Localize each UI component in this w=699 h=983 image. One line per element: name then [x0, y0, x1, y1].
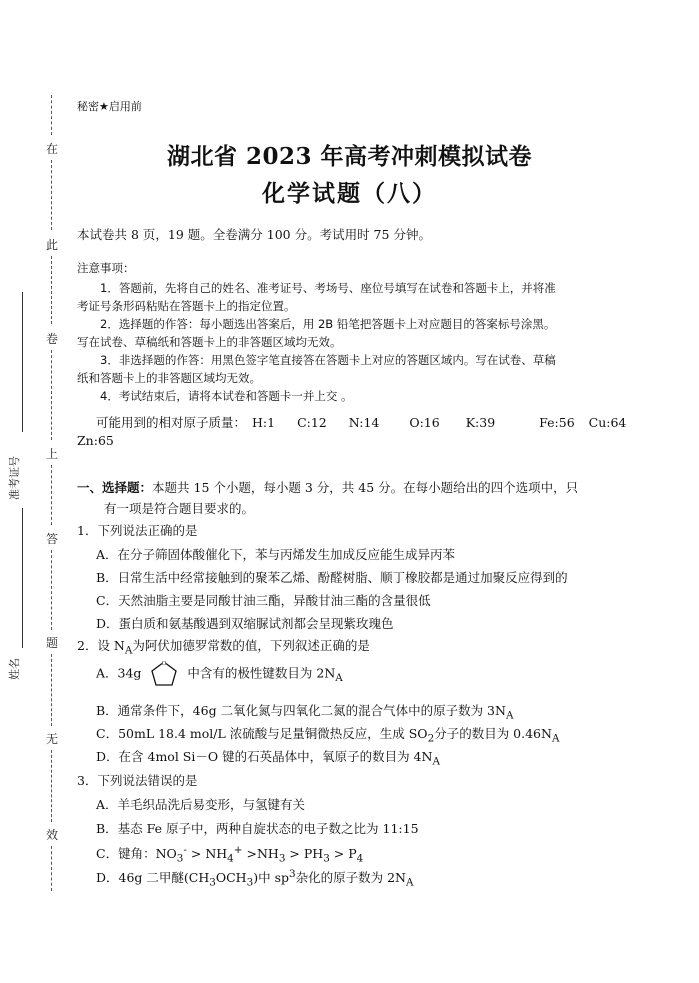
atomic-mass-n: N:14 — [348, 415, 380, 430]
atomic-mass-zn: Zn:65 — [77, 433, 114, 448]
q2-stem: 2．设 $N_A$为阿伏加德罗常数的值，下列叙述正确的是 — [77, 638, 370, 657]
margin-char-ti: 题 — [45, 636, 58, 650]
q3-option-d: D．46g 二甲醚$(CH_3OCH_3)$中 $sp^3$杂化的原子数为 $2N_A$ — [96, 868, 414, 889]
cut-line — [51, 750, 52, 822]
q3-option-a: A．羊毛织品洗后易变形，与氢键有关 — [96, 797, 306, 812]
tetrahydrofuran-structure-icon — [147, 659, 181, 689]
atomic-mass-cu: Cu:64 — [588, 415, 627, 430]
q2-option-b: B．通常条件下，46g 二氧化氮与四氧化二氮的混合气体中的原子数为 $3N_A$ — [96, 703, 514, 722]
q2-option-d: D．在含 4mol Si－O 键的石英晶体中，氧原子的数目为 $4N_A$ — [96, 749, 440, 768]
q1-option-d: D．蛋白质和氨基酸遇到双缩脲试剂都会呈现紫玫瑰色 — [96, 616, 394, 631]
atomic-mass-label: 可能用到的相对原子质量： — [96, 415, 247, 430]
margin-char-da: 答 — [45, 532, 58, 546]
note-4: 4．考试结束后，请将本试卷和答题卡一并上交 。 — [100, 389, 353, 403]
cut-line — [51, 350, 52, 440]
q3-option-c: C．键角：$NO_3^- > NH_4^+ >NH_3 > PH_3 > P_4$ — [96, 844, 364, 865]
cut-line — [51, 465, 52, 525]
cut-line — [51, 550, 52, 630]
section-1-title: 一、选择题： — [77, 480, 153, 495]
q1-stem: 1．下列说法正确的是 — [77, 523, 198, 538]
svg-text:O: O — [162, 660, 167, 667]
margin-char-juan: 卷 — [45, 332, 58, 346]
exam-title: 湖北省 2023 年高考冲刺模拟试卷 — [166, 143, 533, 170]
atomic-mass-fe: Fe:56 — [539, 415, 575, 430]
atomic-mass-h: H:1 — [252, 415, 276, 430]
atomic-mass-k: K:39 — [465, 415, 496, 430]
name-line — [22, 508, 23, 648]
exam-subtitle: 化学试题（八） — [262, 180, 437, 207]
notes-heading: 注意事项： — [77, 261, 135, 275]
q2-option-c: C．50mL 18.4 mol/L 浓硫酸与足量铜微热反应，生成 $SO_2$分子的数目为 $0.46N_A$ — [96, 726, 560, 745]
margin-char-wu: 无 — [45, 732, 58, 746]
section-1-desc-2: 有一项是符合题目要求的。 — [104, 501, 255, 516]
section-1-desc: 本题共 15 个小题，每小题 3 分，共 45 分。在每小题给出的四个选项中，只 — [152, 480, 579, 495]
q1-option-a: A．在分子筛固体酸催化下，苯与丙烯发生加成反应能生成异丙苯 — [96, 547, 456, 562]
atomic-mass-o: O:16 — [409, 415, 440, 430]
margin-char-xiao: 效 — [45, 828, 58, 842]
q1-option-b: B．日常生活中经常接触到的聚苯乙烯、酚醛树脂、顺丁橡胶都是通过加聚反应得到的 — [96, 570, 568, 585]
confidential-label: 秘密★启用前 — [77, 100, 142, 113]
q1-option-c: C．天然油脂主要是同酸甘油三酯，异酸甘油三酯的含量很低 — [96, 593, 431, 608]
q3-stem: 3．下列说法错误的是 — [77, 773, 198, 788]
exam-number-label: 准考证号 — [8, 456, 21, 500]
exam-intro: 本试卷共 8 页，19 题。全卷满分 100 分。考试用时 75 分钟。 — [77, 227, 431, 242]
section-1-heading — [77, 478, 578, 496]
name-label: 姓名 — [8, 658, 21, 680]
q2-option-a: A．34g O 中含有的极性键数目为 $2N_A$ — [96, 659, 343, 689]
atomic-mass-c: C:12 — [297, 415, 327, 430]
atomic-mass-line — [96, 413, 626, 431]
margin-char-zai: 在 — [45, 142, 58, 156]
note-3a: 3．非选择题的作答：用黑色签字笔直接答在答题卡上对应的答题区域内。写在试卷、草稿 — [100, 353, 556, 367]
exam-number-line — [22, 292, 23, 432]
cut-line — [51, 654, 52, 726]
margin-char-shang: 上 — [45, 447, 58, 461]
note-2b: 写在试卷、草稿纸和答题卡上的非答题区域均无效。 — [77, 335, 342, 349]
cut-line — [51, 256, 52, 324]
cut-line-top — [51, 95, 52, 135]
note-3b: 纸和答题卡上的非答题区域均无效。 — [77, 371, 261, 385]
note-2a: 2．选择题的作答：每小题选出答案后，用 2B 铅笔把答题卡上对应题目的答案标号涂黑。 — [100, 317, 556, 331]
margin-char-ci: 此 — [45, 238, 58, 252]
cut-line-bottom — [51, 846, 52, 891]
q3-option-b: B．基态 Fe 原子中，两种自旋状态的电子数之比为 11:15 — [96, 821, 419, 836]
note-1a: 1．答题前，先将自己的姓名、准考证号、考场号、座位号填写在试卷和答题卡上，并将准 — [100, 281, 556, 295]
note-1b: 考证号条形码粘贴在答题卡上的指定位置。 — [77, 299, 296, 313]
